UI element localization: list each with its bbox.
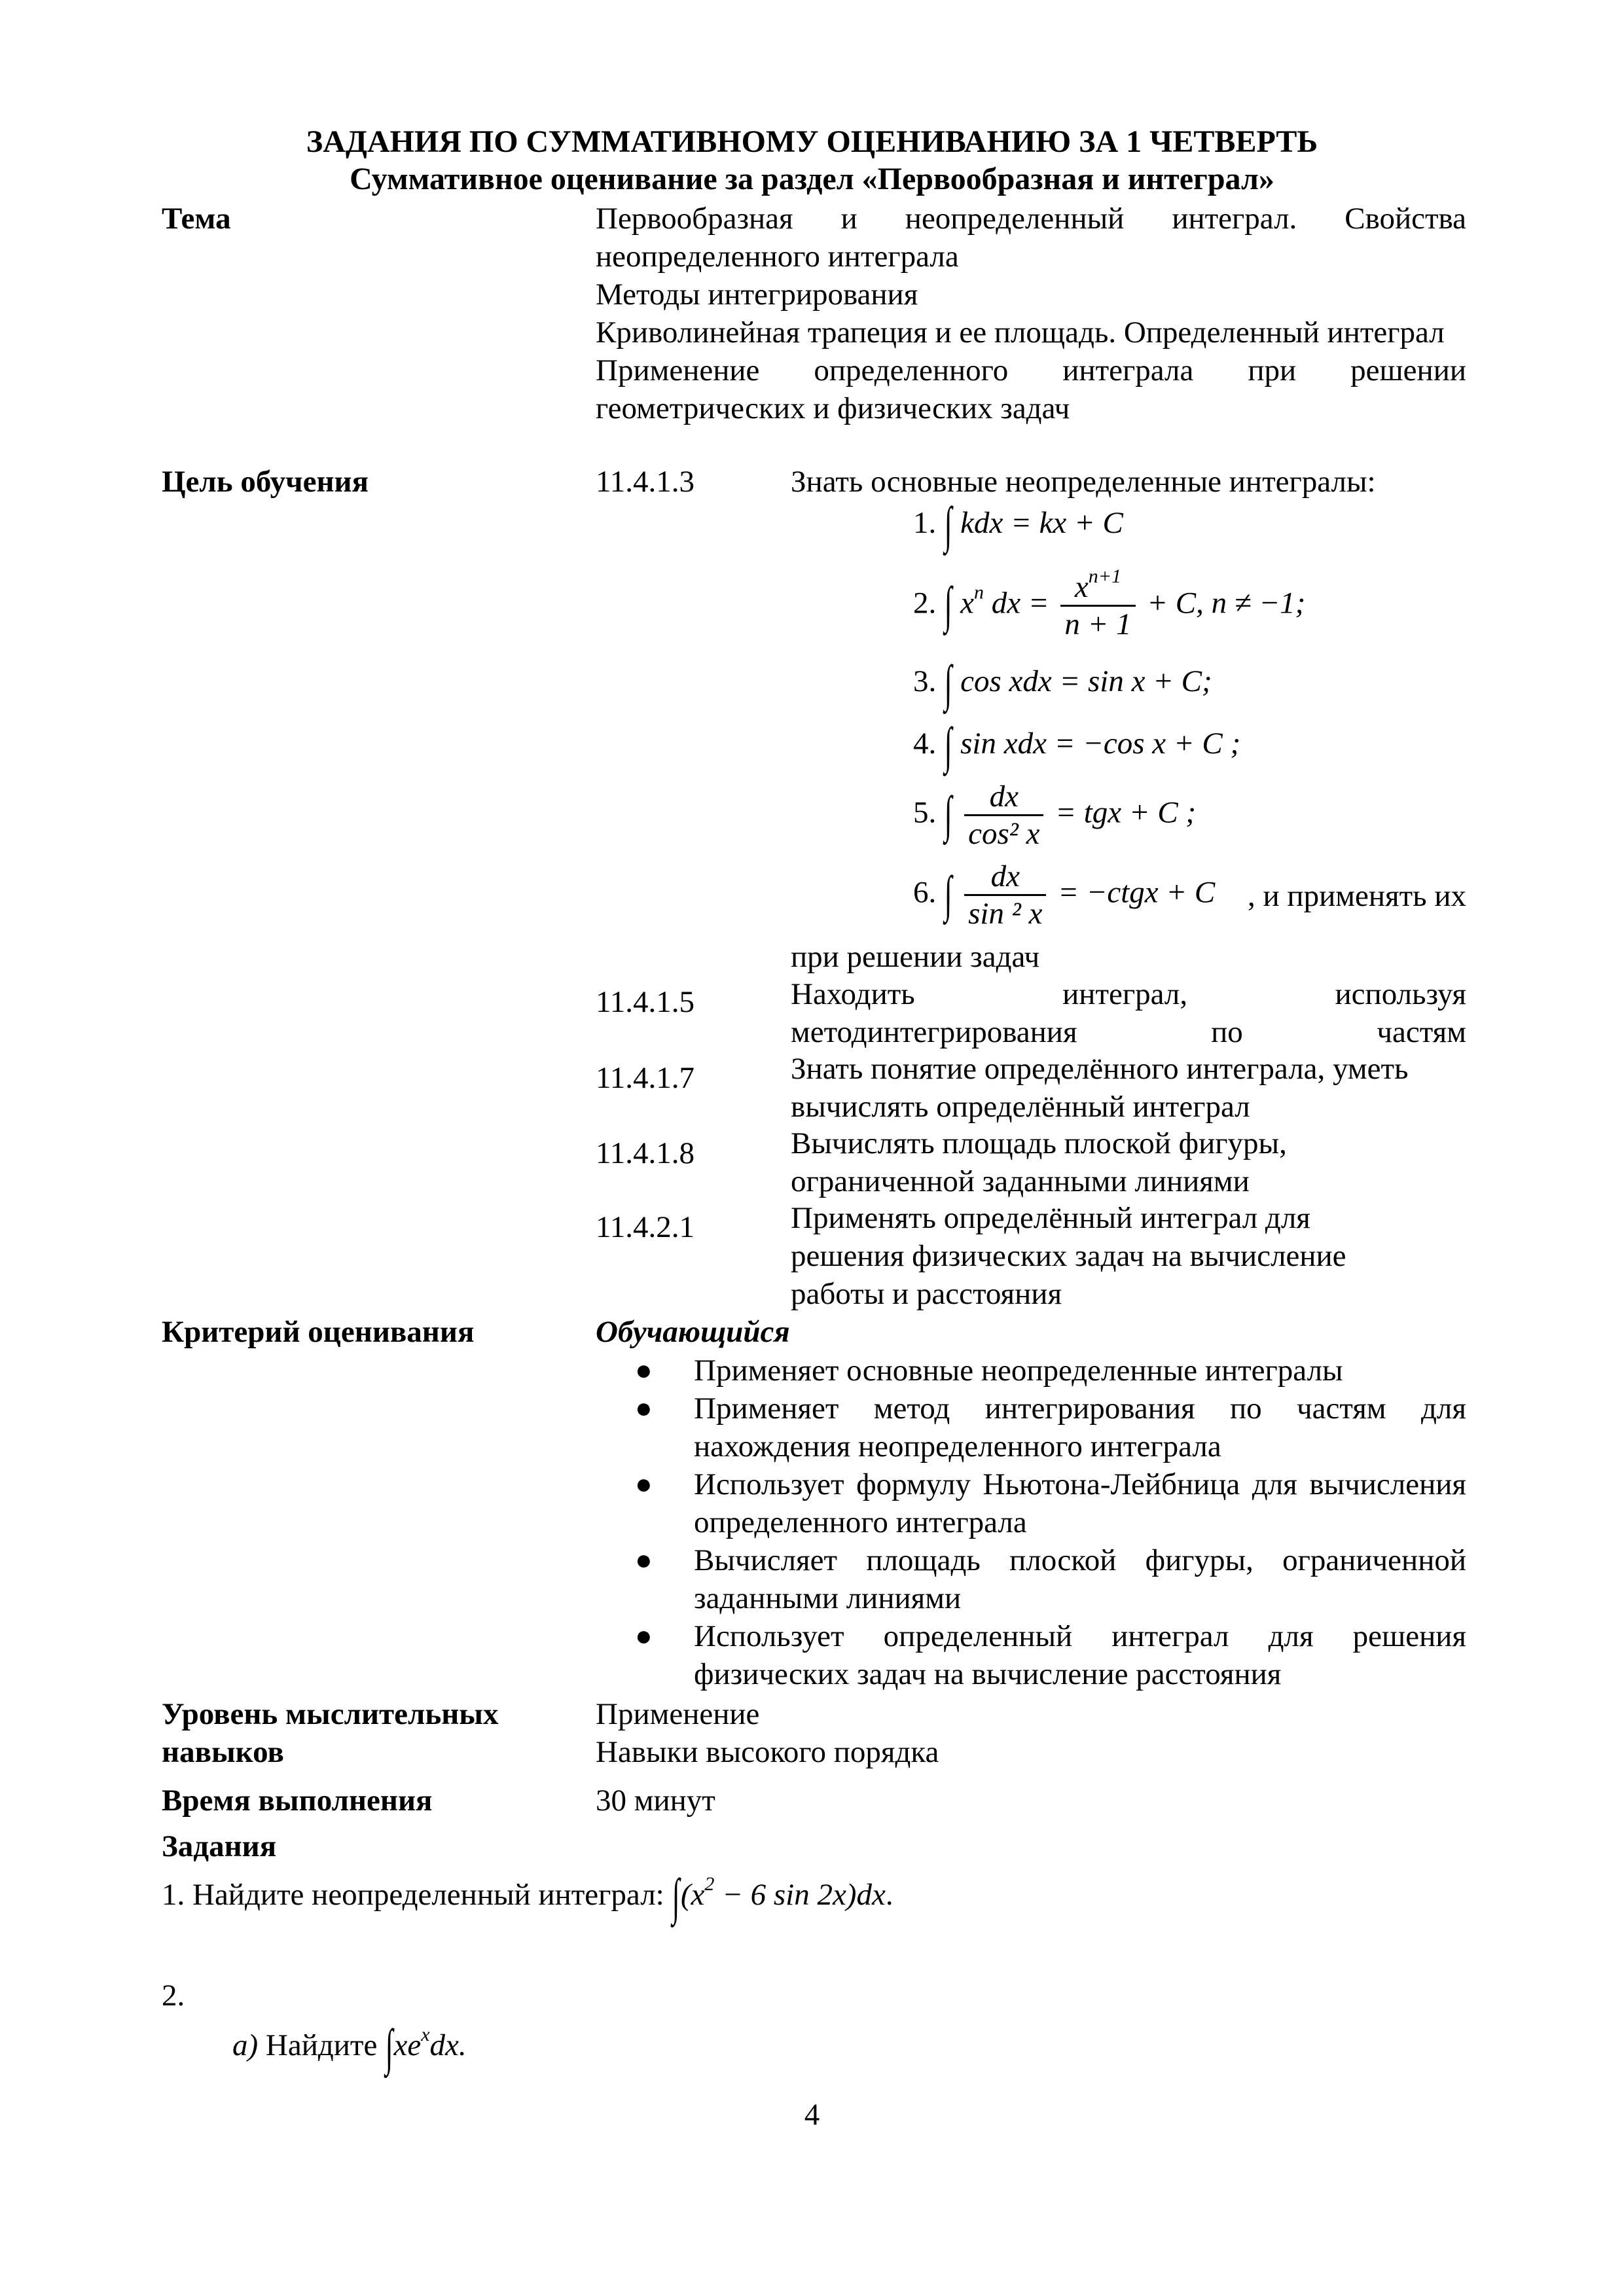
formula-lhs: cos xdx	[960, 664, 1052, 698]
fraction-denominator: n + 1	[1064, 607, 1132, 641]
bullet-icon: ●	[635, 1354, 653, 1386]
fraction-denominator: sin ² x	[968, 897, 1043, 931]
bullet-icon: ●	[635, 1392, 653, 1424]
formula-fraction	[964, 859, 1046, 931]
fraction-numerator: dx	[964, 859, 1046, 896]
formula-fraction	[964, 779, 1043, 852]
task-1: 1. Найдите неопределенный интеграл: $\int(x^2 - 6$ sin 2x)dx.	[162, 1868, 893, 1925]
list-item: ● Применяет основные неопределенные интегралы	[694, 1352, 1466, 1390]
topic-item: Первообразная и неопределенный интеграл. Свойства неопределенного интеграла	[596, 202, 1466, 274]
goals-label: Цель обучения	[162, 465, 369, 499]
goal-text: Применять определённый интеграл для решения физических задач на вычисление работы и расстояния	[791, 1201, 1346, 1311]
topic-item: Применение определенного интеграла при решении геометрических и физических задач	[596, 353, 1466, 425]
task-text: 1. Найдите неопределенный интеграл:	[162, 1878, 664, 1912]
formula-lhs: x	[960, 586, 974, 620]
tasks-label: Задания	[162, 1829, 277, 1863]
document-subtitle: Суммативное оценивание за раздел «Первообразная и интеграл»	[350, 162, 1274, 196]
formula-5	[913, 779, 1196, 852]
formula-rhs: + C, n ≠ −1;	[1147, 586, 1306, 620]
integral-sign-icon: ∫	[944, 576, 952, 634]
document-title: ЗАДАНИЯ ПО СУММАТИВНОМУ ОЦЕНИВАНИЮ ЗА 1 ЧЕТВЕРТЬ	[306, 124, 1318, 159]
integral-sign-icon: ∫	[944, 655, 952, 711]
skills-value: Применение Навыки высокого порядка	[596, 1697, 939, 1769]
formula-number: 4.	[913, 726, 937, 761]
goal-code: 11.4.2.1	[596, 1210, 695, 1244]
goal-code: 11.4.1.5	[596, 985, 695, 1019]
formula-4	[913, 717, 1241, 774]
goal-text: Находить интеграл, используя методинтегрирования по частям	[791, 977, 1466, 1049]
formula-rhs: = tgx + C ;	[1055, 795, 1197, 830]
formula-fraction	[1060, 565, 1135, 642]
skills-label: Уровень мыслительных навыков	[162, 1697, 499, 1769]
list-item: ● Применяет метод интегрирования по частям для нахождения неопределенного интеграла	[694, 1390, 1466, 1465]
list-item: ● Вычисляет площадь плоской фигуры, ограниченной заданными линиями	[694, 1541, 1466, 1617]
criteria-label: Критерий оценивания	[162, 1315, 475, 1349]
topic-item: Методы интегрирования	[596, 278, 918, 312]
task-text: Найдите	[265, 2028, 378, 2062]
formula-rhs: = sin x + C;	[1059, 664, 1212, 698]
integral-sign-icon: ∫	[944, 865, 952, 923]
fraction-denominator: cos² x	[968, 817, 1040, 851]
formula-rhs: = −cos x + C ;	[1054, 726, 1241, 761]
formula-6-tail: , и применять их	[1248, 879, 1466, 913]
formula-2	[913, 565, 1306, 642]
page-number: 4	[804, 2098, 820, 2132]
formula-number: 5.	[913, 795, 937, 830]
topic-list	[596, 200, 1466, 427]
goal-continuation: при решении задач	[791, 940, 1040, 974]
bullet-icon: ●	[635, 1468, 653, 1500]
bullet-icon: ●	[635, 1544, 653, 1576]
integral-sign-icon: ∫	[944, 496, 952, 553]
formula-3	[913, 655, 1212, 711]
formula-number: 2.	[913, 586, 937, 620]
formula-1	[913, 496, 1123, 553]
time-value: 30 минут	[596, 1784, 715, 1818]
integral-sign-icon: ∫	[944, 717, 952, 774]
goal-text: Знать основные неопределенные интегралы:	[791, 465, 1376, 499]
formula-lhs: sin xdx	[960, 726, 1047, 761]
integral-sign-icon: ∫	[944, 785, 952, 843]
goal-code: 11.4.1.3	[596, 465, 695, 499]
topic-item: Криволинейная трапеция и ее площадь. Определенный интеграл	[596, 315, 1445, 350]
bullet-icon: ●	[635, 1620, 653, 1652]
formula-number: 1.	[913, 506, 937, 540]
list-item: ● Использует определенный интеграл для решения физических задач на вычисление расстояния	[694, 1617, 1466, 1693]
formula-lhs: kdx	[960, 506, 1003, 540]
task-sub-label: a)	[232, 2028, 259, 2062]
goal-code: 11.4.1.8	[596, 1136, 695, 1170]
formula-number: 3.	[913, 664, 937, 698]
formula-rhs: = −ctgx + C	[1058, 875, 1216, 910]
formula-lhs: dx =	[991, 586, 1049, 620]
formula-number: 6.	[913, 875, 937, 910]
task-2a	[232, 2018, 467, 2075]
topic-label: Тема	[162, 202, 231, 236]
fraction-numerator: $x^{n+1}$	[1060, 569, 1135, 607]
criteria-list	[635, 1352, 1466, 1693]
time-label: Время выполнения	[162, 1784, 433, 1818]
task-expression: $xe^xdx$.	[393, 2024, 467, 2062]
formula-6	[913, 859, 1215, 931]
fraction-numerator: dx	[964, 779, 1043, 816]
goal-text: Знать понятие определённого интеграла, уметь вычислять определённый интеграл	[791, 1052, 1409, 1124]
formula-exponent: n	[974, 581, 984, 603]
integral-sign-icon: ∫	[385, 2018, 393, 2075]
task-expression: ($x^2 - 6$ sin 2x)dx	[680, 1873, 886, 1912]
formula-rhs: = kx + C	[1011, 506, 1123, 540]
goal-text: Вычислять площадь плоской фигуры, ограниченной заданными линиями	[791, 1126, 1287, 1198]
goal-code: 11.4.1.7	[596, 1061, 695, 1095]
list-item: ● Использует формулу Ньютона-Лейбница для вычисления определенного интеграла	[694, 1465, 1466, 1541]
task-2-number: 2.	[162, 1979, 185, 2013]
integral-sign-icon: ∫	[672, 1868, 681, 1925]
criteria-heading: Обучающийся	[596, 1315, 790, 1349]
